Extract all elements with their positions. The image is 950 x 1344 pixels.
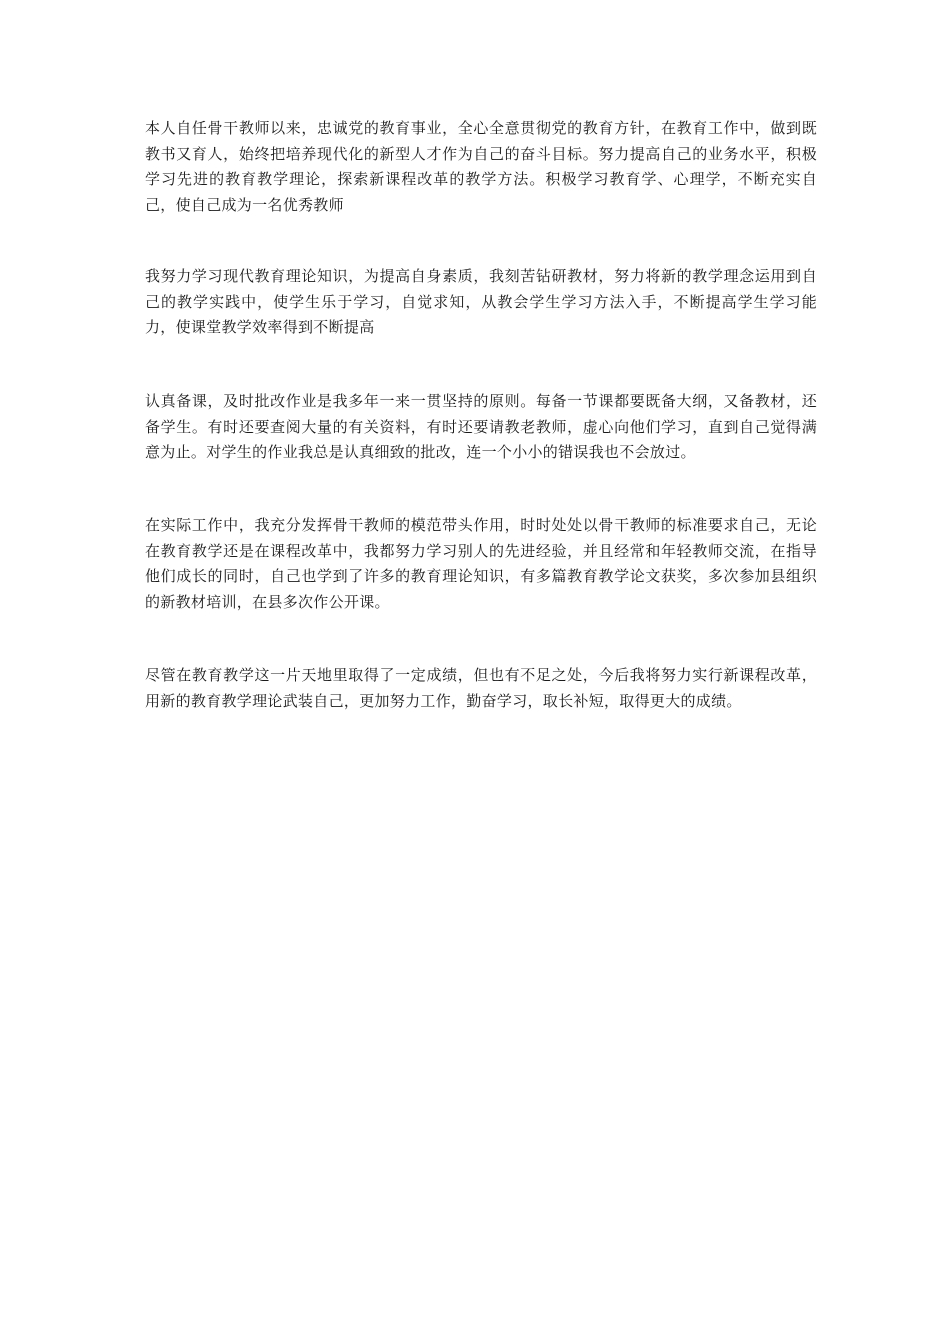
paragraph-2: 我努力学习现代教育理论知识，为提高自身素质，我刻苦钻研教材，努力将新的教学理念运用到自己的教学实践中，使学生乐于学习，自觉求知，从教会学生学习方法入手，不断提高学生学习能力，使课堂教学效率得到不断提高 [145, 267, 817, 336]
paragraph-3: 认真备课，及时批改作业是我多年一来一贯坚持的原则。每备一节课都要既备大纲，又备教材，还备学生。有时还要查阅大量的有关资料，有时还要请教老教师，虚心向他们学习，直到自己觉得满意为止。对学生的作业我总是认真细致的批改，连一个小小的错误我也不会放过。 [145, 392, 817, 461]
paragraph-1: 本人自任骨干教师以来，忠诚党的教育事业，全心全意贯彻党的教育方针，在教育工作中，做到既教书又育人，始终把培养现代化的新型人才作为自己的奋斗目标。努力提高自己的业务水平，积极学习先进的教育教学理论，探索新课程改革的教学方法。积极学习教育学、心理学，不断充实自己，使自己成为一名优秀教师 [145, 119, 817, 214]
paragraph-5: 尽管在教育教学这一片天地里取得了一定成绩，但也有不足之处，今后我将努力实行新课程改革，用新的教育教学理论武装自己，更加努力工作，勤奋学习，取长补短，取得更大的成绩。 [145, 666, 817, 710]
paragraph-4: 在实际工作中，我充分发挥骨干教师的模范带头作用，时时处处以骨干教师的标准要求自己，无论在教育教学还是在课程改革中，我都努力学习别人的先进经验，并且经常和年轻教师交流，在指导他们成长的同时，自己也学到了许多的教育理论知识，有多篇教育教学论文获奖，多次参加县组织的新教材培训，在县多次作公开课。 [145, 516, 817, 611]
